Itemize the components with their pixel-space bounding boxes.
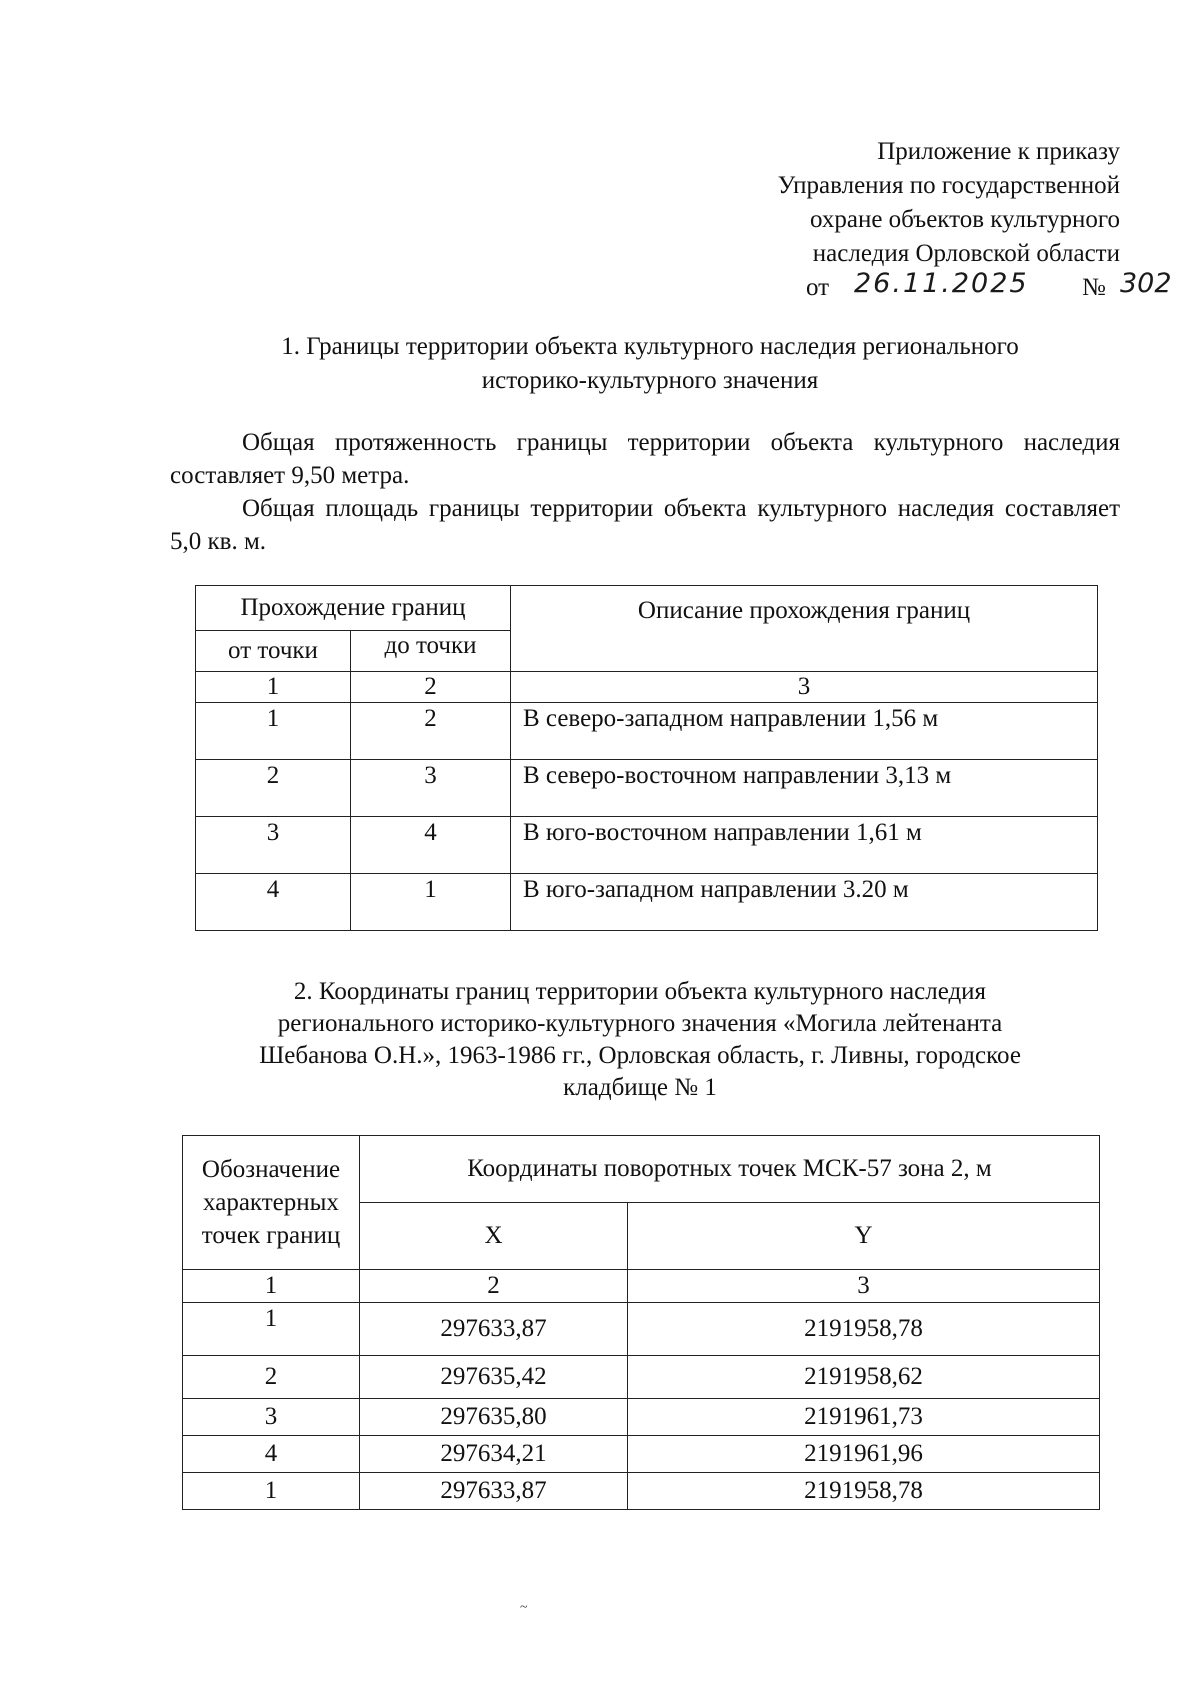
section-1-title-line-2: историко-культурного значения xyxy=(481,367,819,394)
header-line-1: Приложение к приказу xyxy=(877,138,1120,165)
y-cell: 2191961,96 xyxy=(628,1436,1100,1473)
y-cell: 2191961,73 xyxy=(628,1399,1100,1436)
column-number: 3 xyxy=(511,672,1098,703)
header-coordinates: Координаты поворотных точек МСК-57 зона 2, м xyxy=(360,1136,1100,1203)
boundary-area-text: Общая площадь границы территории объекта культурного наследия составляет 5,0 кв. м. xyxy=(170,495,1120,555)
header-from-point: от точки xyxy=(196,631,351,672)
section-1-title-line-1: 1. Границы территории объекта культурного наследия регионального xyxy=(281,333,1019,360)
x-cell: 297633,87 xyxy=(360,1473,628,1510)
section-2-title-line-4: кладбище № 1 xyxy=(563,1074,717,1101)
table-row xyxy=(183,1473,1100,1510)
from-point-cell: 3 xyxy=(196,817,351,874)
table-row xyxy=(196,874,1098,931)
column-number-row xyxy=(183,1270,1100,1303)
x-cell: 297635,42 xyxy=(360,1356,628,1399)
number-label: № xyxy=(1082,274,1106,301)
boundary-area-paragraph xyxy=(170,492,1120,558)
point-cell: 1 xyxy=(183,1303,360,1356)
y-cell: 2191958,62 xyxy=(628,1356,1100,1399)
table-row xyxy=(183,1399,1100,1436)
to-point-cell: 1 xyxy=(351,874,511,931)
order-appendix-header xyxy=(660,135,1172,305)
section-2-title-line-2: регионального историко-культурного значения «Могила лейтенанта xyxy=(277,1010,1003,1037)
point-cell: 3 xyxy=(183,1399,360,1436)
column-number: 3 xyxy=(628,1270,1100,1303)
from-point-cell: 2 xyxy=(196,760,351,817)
point-cell: 4 xyxy=(183,1436,360,1473)
column-number: 2 xyxy=(351,672,511,703)
from-point-cell: 1 xyxy=(196,703,351,760)
y-cell: 2191958,78 xyxy=(628,1473,1100,1510)
header-line-2: Управления по государственной xyxy=(777,172,1120,199)
section-2-title-line-3: Шебанова О.Н.», 1963-1986 гг., Орловская область, г. Ливны, городское xyxy=(259,1042,1021,1069)
table-header-row xyxy=(183,1136,1100,1203)
header-boundary-passage: Прохождение границ xyxy=(196,586,511,631)
table-header-row xyxy=(196,586,1098,631)
boundary-description-table xyxy=(195,585,1098,931)
section-2-title xyxy=(190,976,1090,1104)
handwritten-order-number: 302 xyxy=(1120,268,1172,299)
x-cell: 297634,21 xyxy=(360,1436,628,1473)
point-cell: 1 xyxy=(183,1473,360,1510)
column-number: 1 xyxy=(183,1270,360,1303)
x-cell: 297633,87 xyxy=(360,1303,628,1356)
point-cell: 2 xyxy=(183,1356,360,1399)
to-point-cell: 2 xyxy=(351,703,511,760)
section-2-title-line-1: 2. Координаты границ территории объекта культурного наследия xyxy=(293,978,987,1005)
table-row xyxy=(196,760,1098,817)
handwritten-date: 26.11.2025 xyxy=(854,268,1029,299)
section-1-title xyxy=(170,330,1130,398)
boundary-length-text: Общая протяженность границы территории объекта культурного наследия составляет 9,50 метра. xyxy=(170,429,1120,489)
scan-mark: ~ xyxy=(520,1600,528,1615)
header-line-4: наследия Орловской области xyxy=(812,240,1120,267)
description-cell: В юго-западном направлении 3.20 м xyxy=(511,874,1098,931)
from-point-cell: 4 xyxy=(196,874,351,931)
column-number: 1 xyxy=(196,672,351,703)
column-number: 2 xyxy=(360,1270,628,1303)
from-label: от xyxy=(806,274,830,301)
x-cell: 297635,80 xyxy=(360,1399,628,1436)
y-cell: 2191958,78 xyxy=(628,1303,1100,1356)
table-row xyxy=(183,1303,1100,1356)
header-y: Y xyxy=(628,1203,1100,1270)
table-row xyxy=(183,1436,1100,1473)
to-point-cell: 3 xyxy=(351,760,511,817)
header-line-3: охране объектов культурного xyxy=(809,206,1120,233)
header-boundary-description: Описание прохождения границ xyxy=(511,586,1098,672)
table-row xyxy=(196,703,1098,760)
header-x: X xyxy=(360,1203,628,1270)
table-row xyxy=(196,817,1098,874)
order-date-number-line xyxy=(660,268,1172,305)
coordinates-table xyxy=(182,1135,1100,1510)
column-number-row xyxy=(196,672,1098,703)
header-point-designation: Обозначение характерных точек границ xyxy=(183,1136,360,1270)
header-to-point: до точки xyxy=(351,631,511,672)
table-row xyxy=(183,1356,1100,1399)
description-cell: В северо-западном направлении 1,56 м xyxy=(511,703,1098,760)
description-cell: В северо-восточном направлении 3,13 м xyxy=(511,760,1098,817)
to-point-cell: 4 xyxy=(351,817,511,874)
boundary-length-paragraph xyxy=(170,426,1120,492)
description-cell: В юго-восточном направлении 1,61 м xyxy=(511,817,1098,874)
